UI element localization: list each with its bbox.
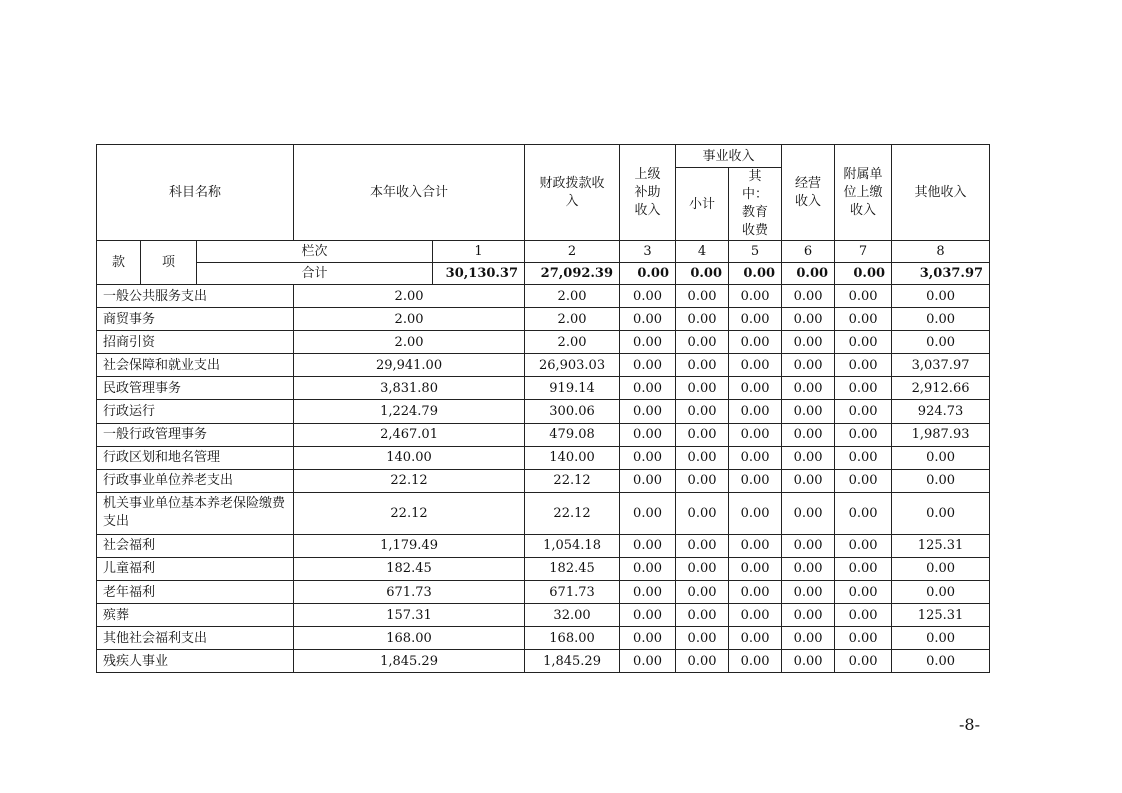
row-value: 0.00	[782, 469, 835, 492]
row-value: 0.00	[620, 285, 676, 308]
row-value: 2,912.66	[892, 377, 990, 400]
row-value: 0.00	[782, 377, 835, 400]
row-value: 0.00	[892, 331, 990, 354]
row-subject-name: 行政事业单位养老支出	[97, 469, 294, 492]
row-subject-name: 机关事业单位基本养老保险缴费支出	[97, 492, 294, 534]
row-value: 22.12	[294, 469, 525, 492]
row-value: 0.00	[782, 650, 835, 673]
table-row	[97, 308, 990, 331]
row-value: 0.00	[835, 308, 892, 331]
row-value: 0.00	[676, 377, 729, 400]
row-value: 0.00	[835, 581, 892, 604]
row-value: 2.00	[294, 285, 525, 308]
row-value: 0.00	[835, 400, 892, 423]
table-row	[97, 469, 990, 492]
row-value: 0.00	[620, 400, 676, 423]
row-value: 2.00	[525, 285, 620, 308]
total-value: 0.00	[676, 263, 729, 285]
row-value: 2.00	[294, 308, 525, 331]
row-value: 0.00	[892, 557, 990, 580]
row-value: 0.00	[620, 534, 676, 557]
row-value: 0.00	[676, 354, 729, 377]
row-value: 0.00	[729, 534, 782, 557]
row-value: 0.00	[835, 354, 892, 377]
row-value: 1,224.79	[294, 400, 525, 423]
row-value: 0.00	[835, 469, 892, 492]
row-value: 0.00	[676, 423, 729, 446]
row-value: 0.00	[835, 604, 892, 627]
table-row	[97, 331, 990, 354]
row-value: 0.00	[729, 627, 782, 650]
row-value: 0.00	[620, 423, 676, 446]
row-value: 0.00	[620, 604, 676, 627]
header-business-income: 事业收入	[676, 145, 782, 168]
row-value: 0.00	[835, 627, 892, 650]
row-value: 0.00	[620, 650, 676, 673]
column-number: 1	[433, 241, 525, 263]
row-subject-name: 招商引资	[97, 331, 294, 354]
row-value: 125.31	[892, 534, 990, 557]
row-value: 1,845.29	[525, 650, 620, 673]
total-value: 0.00	[620, 263, 676, 285]
total-value: 27,092.39	[525, 263, 620, 285]
row-value: 0.00	[782, 557, 835, 580]
header-fiscal-appropriation: 财政拨款收入	[525, 145, 620, 241]
income-table	[96, 144, 990, 673]
row-value: 29,941.00	[294, 354, 525, 377]
row-value: 22.12	[525, 492, 620, 534]
row-value: 168.00	[294, 627, 525, 650]
row-value: 0.00	[729, 285, 782, 308]
page-number: -8-	[959, 715, 980, 734]
total-value: 0.00	[835, 263, 892, 285]
row-value: 0.00	[729, 377, 782, 400]
row-value: 0.00	[782, 534, 835, 557]
row-subject-name: 商贸事务	[97, 308, 294, 331]
table-row	[97, 423, 990, 446]
row-value: 2.00	[525, 308, 620, 331]
row-value: 26,903.03	[525, 354, 620, 377]
column-number: 3	[620, 241, 676, 263]
row-value: 0.00	[892, 469, 990, 492]
row-value: 0.00	[676, 627, 729, 650]
row-value: 3,831.80	[294, 377, 525, 400]
row-subject-name: 儿童福利	[97, 557, 294, 580]
row-subject-name: 殡葬	[97, 604, 294, 627]
total-value: 0.00	[782, 263, 835, 285]
row-value: 3,037.97	[892, 354, 990, 377]
row-subject-name: 社会福利	[97, 534, 294, 557]
row-value: 0.00	[782, 627, 835, 650]
header-subject-name: 科目名称	[97, 145, 294, 241]
row-value: 0.00	[729, 650, 782, 673]
table-row	[97, 285, 990, 308]
row-value: 0.00	[620, 492, 676, 534]
table-row	[97, 627, 990, 650]
table-row	[97, 400, 990, 423]
header-other-income: 其他收入	[892, 145, 990, 241]
row-value: 1,987.93	[892, 423, 990, 446]
row-value: 0.00	[676, 285, 729, 308]
row-value: 0.00	[676, 446, 729, 469]
row-value: 125.31	[892, 604, 990, 627]
row-subject-name: 行政运行	[97, 400, 294, 423]
row-value: 182.45	[294, 557, 525, 580]
row-value: 0.00	[676, 400, 729, 423]
header-operating-income: 经营收入	[782, 145, 835, 241]
header-superior-subsidy: 上级补助收入	[620, 145, 676, 241]
header-kuan: 款	[97, 241, 141, 285]
row-value: 0.00	[620, 581, 676, 604]
table-row	[97, 604, 990, 627]
row-value: 0.00	[782, 308, 835, 331]
row-value: 0.00	[676, 534, 729, 557]
row-value: 2.00	[525, 331, 620, 354]
row-value: 0.00	[892, 581, 990, 604]
row-subject-name: 一般行政管理事务	[97, 423, 294, 446]
column-number: 6	[782, 241, 835, 263]
row-value: 0.00	[620, 308, 676, 331]
header-lanci: 栏次	[197, 241, 433, 263]
row-value: 0.00	[676, 604, 729, 627]
table-row	[97, 354, 990, 377]
row-value: 0.00	[676, 469, 729, 492]
row-value: 0.00	[782, 285, 835, 308]
row-value: 2.00	[294, 331, 525, 354]
row-value: 0.00	[892, 308, 990, 331]
row-value: 0.00	[676, 308, 729, 331]
row-value: 0.00	[676, 557, 729, 580]
row-value: 0.00	[782, 400, 835, 423]
row-value: 0.00	[782, 354, 835, 377]
row-value: 0.00	[835, 285, 892, 308]
row-value: 0.00	[782, 446, 835, 469]
row-value: 168.00	[525, 627, 620, 650]
row-value: 0.00	[729, 354, 782, 377]
header-education-fees: 其中：教育收费	[729, 168, 782, 241]
column-number: 2	[525, 241, 620, 263]
row-value: 0.00	[676, 492, 729, 534]
header-heji: 合计	[197, 263, 433, 285]
header-subtotal: 小计	[676, 168, 729, 241]
table-row	[97, 534, 990, 557]
table-row	[97, 492, 990, 534]
row-value: 924.73	[892, 400, 990, 423]
row-value: 0.00	[835, 492, 892, 534]
row-value: 22.12	[525, 469, 620, 492]
row-value: 0.00	[729, 423, 782, 446]
row-value: 0.00	[782, 581, 835, 604]
row-value: 0.00	[835, 650, 892, 673]
row-value: 479.08	[525, 423, 620, 446]
row-value: 140.00	[294, 446, 525, 469]
row-subject-name: 其他社会福利支出	[97, 627, 294, 650]
row-value: 32.00	[525, 604, 620, 627]
row-value: 0.00	[729, 604, 782, 627]
header-xiang: 项	[141, 241, 197, 285]
table-row	[97, 446, 990, 469]
row-value: 0.00	[729, 308, 782, 331]
row-value: 0.00	[729, 400, 782, 423]
row-value: 0.00	[729, 492, 782, 534]
row-value: 0.00	[835, 534, 892, 557]
column-number: 5	[729, 241, 782, 263]
row-value: 671.73	[525, 581, 620, 604]
table-row	[97, 377, 990, 400]
row-value: 0.00	[835, 331, 892, 354]
row-value: 0.00	[676, 581, 729, 604]
row-value: 0.00	[782, 604, 835, 627]
row-value: 140.00	[525, 446, 620, 469]
row-value: 0.00	[729, 331, 782, 354]
row-value: 0.00	[835, 446, 892, 469]
row-value: 2,467.01	[294, 423, 525, 446]
row-value: 0.00	[620, 557, 676, 580]
row-value: 0.00	[892, 285, 990, 308]
row-value: 0.00	[729, 557, 782, 580]
row-subject-name: 社会保障和就业支出	[97, 354, 294, 377]
row-value: 1,179.49	[294, 534, 525, 557]
table-row	[97, 557, 990, 580]
row-value: 1,054.18	[525, 534, 620, 557]
row-subject-name: 民政管理事务	[97, 377, 294, 400]
column-number: 7	[835, 241, 892, 263]
row-value: 0.00	[729, 581, 782, 604]
row-value: 157.31	[294, 604, 525, 627]
row-value: 22.12	[294, 492, 525, 534]
row-value: 0.00	[782, 331, 835, 354]
row-value: 0.00	[892, 492, 990, 534]
row-value: 0.00	[620, 354, 676, 377]
row-value: 182.45	[525, 557, 620, 580]
row-value: 0.00	[620, 331, 676, 354]
header-total-income: 本年收入合计	[294, 145, 525, 241]
row-subject-name: 行政区划和地名管理	[97, 446, 294, 469]
row-value: 0.00	[620, 446, 676, 469]
table-row	[97, 650, 990, 673]
header-affiliated-payment: 附属单位上缴收入	[835, 145, 892, 241]
total-value: 0.00	[729, 263, 782, 285]
row-subject-name: 一般公共服务支出	[97, 285, 294, 308]
row-value: 0.00	[835, 423, 892, 446]
row-value: 671.73	[294, 581, 525, 604]
table-body	[97, 285, 990, 673]
row-subject-name: 残疾人事业	[97, 650, 294, 673]
row-value: 300.06	[525, 400, 620, 423]
row-value: 0.00	[729, 446, 782, 469]
row-value: 1,845.29	[294, 650, 525, 673]
row-value: 0.00	[835, 377, 892, 400]
row-value: 0.00	[892, 627, 990, 650]
row-value: 0.00	[835, 557, 892, 580]
row-value: 0.00	[620, 627, 676, 650]
column-number: 4	[676, 241, 729, 263]
row-value: 0.00	[892, 446, 990, 469]
total-value: 30,130.37	[433, 263, 525, 285]
total-value: 3,037.97	[892, 263, 990, 285]
row-value: 0.00	[892, 650, 990, 673]
row-value: 0.00	[676, 331, 729, 354]
row-value: 919.14	[525, 377, 620, 400]
row-value: 0.00	[782, 423, 835, 446]
table-row	[97, 581, 990, 604]
row-value: 0.00	[729, 469, 782, 492]
row-value: 0.00	[620, 469, 676, 492]
row-value: 0.00	[676, 650, 729, 673]
row-value: 0.00	[620, 377, 676, 400]
column-number: 8	[892, 241, 990, 263]
row-subject-name: 老年福利	[97, 581, 294, 604]
row-value: 0.00	[782, 492, 835, 534]
